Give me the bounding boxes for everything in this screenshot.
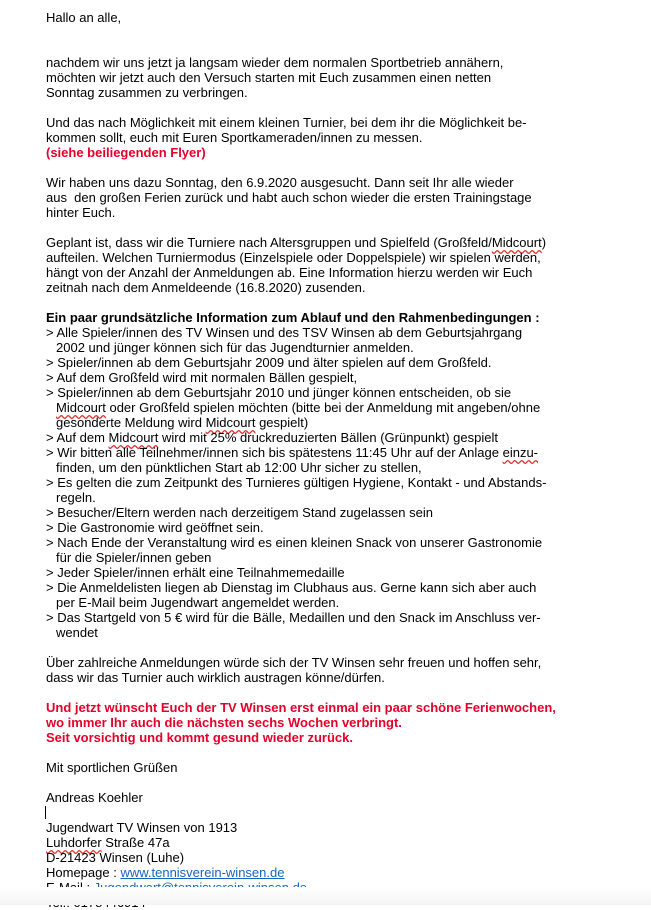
- blank-line: [46, 685, 641, 700]
- blank-line: [46, 745, 641, 760]
- rule-item: > Die Anmeldelisten liegen ab Dienstag im Clubhaus aus. Gerne kann sich aber auch: [46, 580, 537, 595]
- tournament-line: Und das nach Möglichkeit mit einem kleinen Turnier, bei dem ihr die Möglichkeit be-: [46, 115, 527, 130]
- rule-item: > Wir bitten alle Teilnehmer/innen sich bis spätestens 11:45 Uhr auf der Anlage einzu-: [46, 445, 539, 460]
- rule-item-cont: gesonderte Meldung wird Midcourt gespielt): [56, 415, 309, 430]
- blank-line: [46, 775, 641, 790]
- plan-line: Geplant ist, dass wir die Turniere nach Altersgruppen und Spielfeld (Großfeld/Midcourt): [46, 235, 547, 250]
- blank-line: [46, 100, 641, 115]
- date-line: hinter Euch.: [46, 205, 116, 220]
- email-body[interactable]: [46, 10, 641, 910]
- signature-homepage: Homepage : www.tennisverein-winsen.de: [46, 865, 285, 880]
- holiday-wish: Seit vorsichtig und kommt gesund wieder zurück.: [46, 730, 353, 745]
- rule-item: > Auf dem Großfeld wird mit normalen Bällen gespielt,: [46, 370, 358, 385]
- misspelled-word: einzu-: [502, 445, 539, 460]
- date-line: aus den großen Ferien zurück und habt auch schon wieder die ersten Trainingstage: [46, 190, 532, 205]
- regards: Mit sportlichen Grüßen: [46, 760, 178, 775]
- tournament-line: kommen sollt, euch mit Euren Sportkameraden/innen zu messen.: [46, 130, 423, 145]
- rule-item: > Besucher/Eltern werden nach derzeitigem Stand zugelassen sein: [46, 505, 433, 520]
- rule-item: > Das Startgeld von 5 € wird für die Bälle, Medaillen und den Snack im Anschluss ver-: [46, 610, 541, 625]
- blank-line: [46, 160, 641, 175]
- homepage-link[interactable]: www.tennisverein-winsen.de: [120, 865, 285, 880]
- window-bottom-edge: [0, 887, 651, 905]
- misspelled-word: Midcourt: [108, 430, 159, 445]
- signature-street: Luhdorfer Straße 47a: [46, 835, 170, 850]
- signature-city: D-21423 Winsen (Luhe): [46, 850, 185, 865]
- misspelled-word: Midcourt: [205, 415, 256, 430]
- holiday-wish: wo immer Ihr auch die nächsten sechs Wochen verbringt.: [46, 715, 402, 730]
- rule-item: > Auf dem Midcourt wird mit 25% druckreduzierten Bällen (Grünpunkt) gespielt: [46, 430, 498, 445]
- rule-item: > Spieler/innen ab dem Geburtsjahr 2010 und jünger können entscheiden, ob sie: [46, 385, 512, 400]
- intro-line: möchten wir jetzt auch den Versuch starten mit Euch zusammen einen netten: [46, 70, 492, 85]
- blank-line: [46, 295, 641, 310]
- signature-title: Jugendwart TV Winsen von 1913: [46, 820, 238, 835]
- rule-item-cont: Midcourt oder Großfeld spielen möchten (bitte bei der Anmeldung mit angeben/ohne: [56, 400, 541, 415]
- text-cursor: [45, 806, 46, 819]
- registration-line: Über zahlreiche Anmeldungen würde sich der TV Winsen sehr freuen und hoffen sehr,: [46, 655, 542, 670]
- intro-line: Sonntag zusammen zu verbringen.: [46, 85, 248, 100]
- rule-item: > Die Gastronomie wird geöffnet sein.: [46, 520, 264, 535]
- rule-item-cont: regeln.: [56, 490, 96, 505]
- blank-line: [46, 40, 641, 55]
- rule-item: > Jeder Spieler/innen erhält eine Teilnahmemedaille: [46, 565, 345, 580]
- rule-item-cont: 2002 und jünger können sich für das Jugendturnier anmelden.: [56, 340, 414, 355]
- sender-name: Andreas Koehler: [46, 790, 143, 805]
- cursor-line[interactable]: [46, 805, 641, 820]
- rule-item: > Es gelten die zum Zeitpunkt des Turnieres gültigen Hygiene, Kontakt - und Abstands-: [46, 475, 547, 490]
- blank-line: [46, 640, 641, 655]
- rule-item-cont: finden, um den pünktlichen Start ab 12:00 Uhr sicher zu stellen,: [56, 460, 422, 475]
- flyer-note: (siehe beiliegenden Flyer): [46, 145, 206, 160]
- rule-item-cont: per E-Mail beim Jugendwart angemeldet werden.: [56, 595, 340, 610]
- blank-line: [46, 25, 641, 40]
- plan-line: aufteilen. Welchen Turniermodus (Einzelspiele oder Doppelspiele) wir spielen werden,: [46, 250, 541, 265]
- plan-line: zeitnah nach dem Anmeldeende (16.8.2020) zusenden.: [46, 280, 366, 295]
- blank-line: [46, 220, 641, 235]
- misspelled-word: Midcourt: [491, 235, 542, 250]
- rule-item: > Spieler/innen ab dem Geburtsjahr 2009 und älter spielen auf dem Großfeld.: [46, 355, 492, 370]
- plan-line: hängt von der Anzahl der Anmeldungen ab. Eine Information hierzu werden wir Euch: [46, 265, 533, 280]
- rule-item-cont: für die Spieler/innen geben: [56, 550, 212, 565]
- holiday-wish: Und jetzt wünscht Euch der TV Winsen erst einmal ein paar schöne Ferienwochen,: [46, 700, 556, 715]
- date-line: Wir haben uns dazu Sonntag, den 6.9.2020 ausgesucht. Dann seit Ihr alle wieder: [46, 175, 514, 190]
- misspelled-word: Luhdorfer: [46, 835, 102, 850]
- misspelled-word: Midcourt: [56, 400, 106, 415]
- rule-item-cont: wendet: [56, 625, 98, 640]
- registration-line: dass wir das Turnier auch wirklich austragen könne/dürfen.: [46, 670, 385, 685]
- rule-item: > Alle Spieler/innen des TV Winsen und des TSV Winsen ab dem Geburtsjahrgang: [46, 325, 523, 340]
- greeting: Hallo an alle,: [46, 10, 122, 25]
- rule-item: > Nach Ende der Veranstaltung wird es einen kleinen Snack von unserer Gastronomie: [46, 535, 543, 550]
- info-heading: Ein paar grundsätzliche Information zum Ablauf und den Rahmenbedingungen :: [46, 310, 540, 325]
- intro-line: nachdem wir uns jetzt ja langsam wieder dem normalen Sportbetrieb annähern,: [46, 55, 504, 70]
